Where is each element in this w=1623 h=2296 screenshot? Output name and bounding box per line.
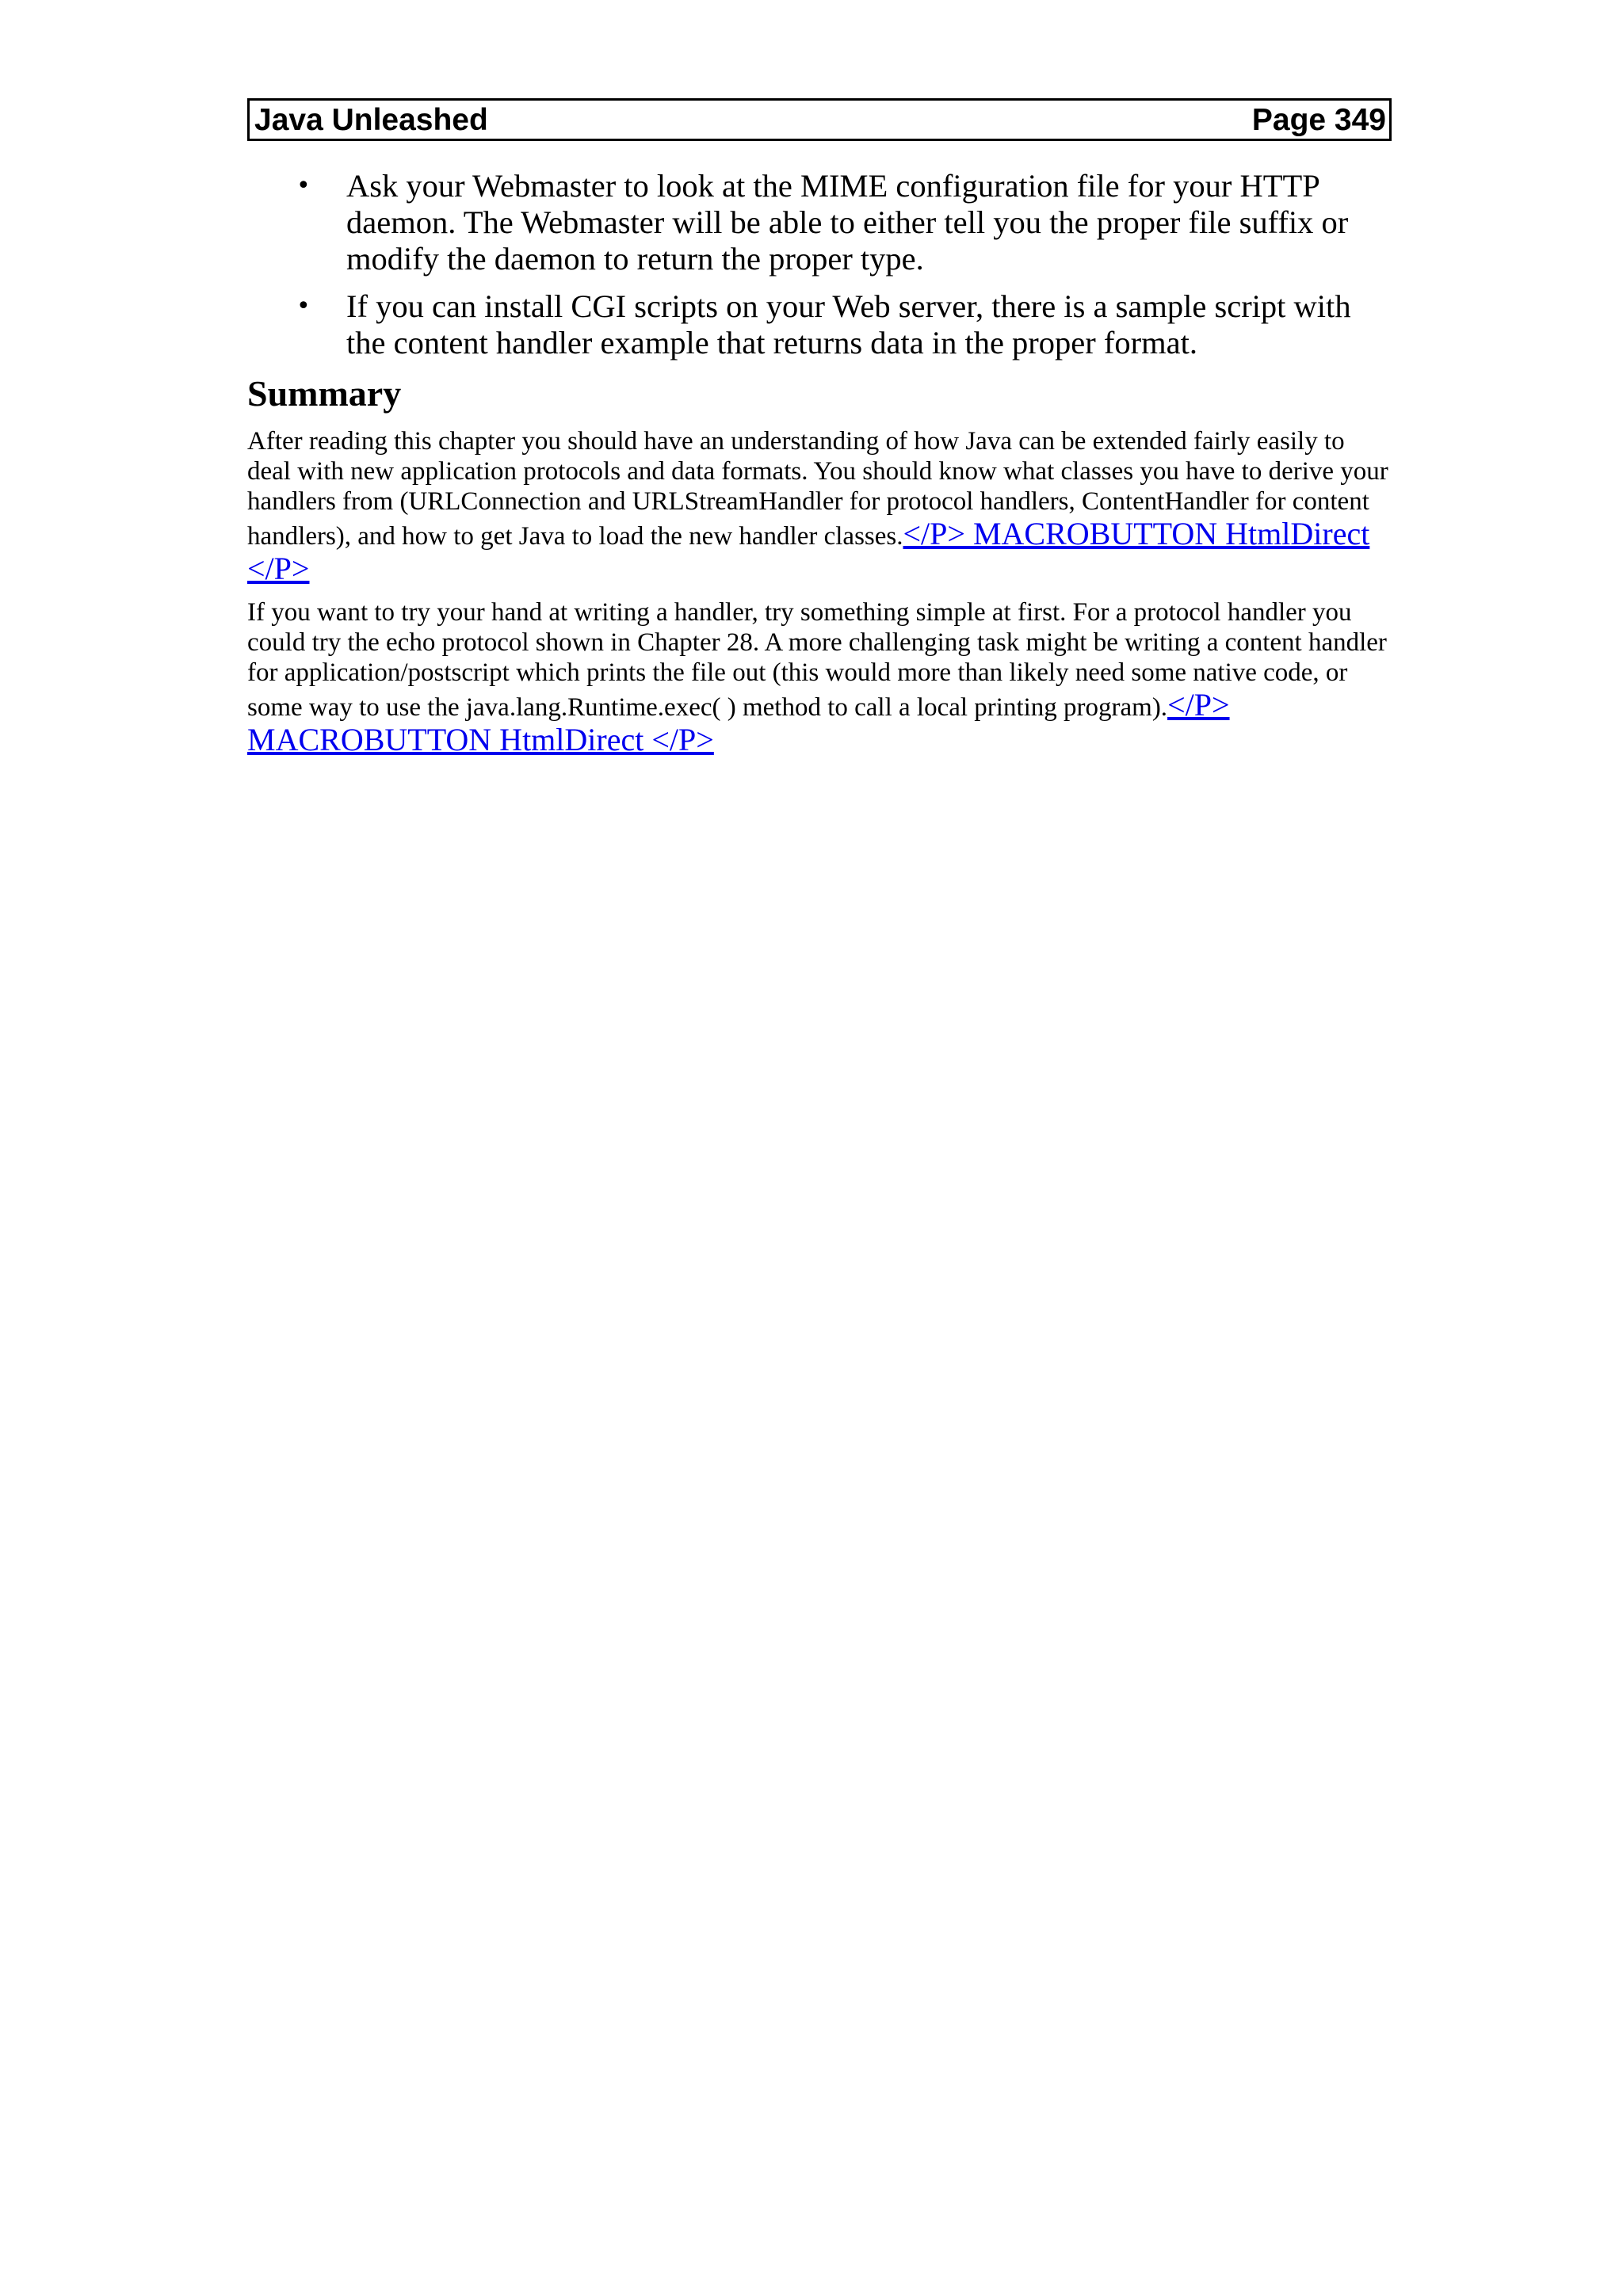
list-item xyxy=(247,168,1392,277)
bullet-icon: • xyxy=(296,292,311,320)
bullet-text: Ask your Webmaster to look at the MIME configuration file for your HTTP daemon. The Webmaster will be able to either tell you the proper file suffix or modify the daemon to return the proper type. xyxy=(346,168,1349,277)
bullet-text: If you can install CGI scripts on your Web server, there is a sample script with the content handler example that returns data in the proper format. xyxy=(346,288,1351,360)
paragraph xyxy=(247,426,1392,586)
list-item xyxy=(247,288,1392,361)
bullet-icon: • xyxy=(296,172,311,200)
page-number: Page 349 xyxy=(1251,102,1386,137)
document-page xyxy=(247,98,1392,769)
paragraph xyxy=(247,597,1392,757)
paragraph-text: If you want to try your hand at writing a handler, try something simple at first. For a protocol handler you could try the echo protocol shown in Chapter 28. A more challenging task might be writing a content handler for application/postscript which prints the file out (this would more than likely need some native code, or some way to use the java.lang.Runtime.exec( ) method to call a local printing program). xyxy=(247,598,1387,722)
macrobutton-link[interactable]: </P> MACROBUTTON HtmlDirect </P> xyxy=(247,687,1230,757)
bullet-list xyxy=(247,168,1392,361)
page-header xyxy=(247,98,1392,141)
macrobutton-link[interactable]: </P> MACROBUTTON HtmlDirect </P> xyxy=(247,516,1370,586)
book-title: Java Unleashed xyxy=(254,102,488,137)
paragraph-text: After reading this chapter you should have an understanding of how Java can be extended fairly easily to deal with new application protocols and data formats. You should know what classes you have to derive your handlers from (URLConnection and URLStreamHandler for protocol handlers, ContentHandler for content handlers), and how to get Java to load the new handler classes. xyxy=(247,427,1388,551)
section-heading: Summary xyxy=(247,373,402,414)
